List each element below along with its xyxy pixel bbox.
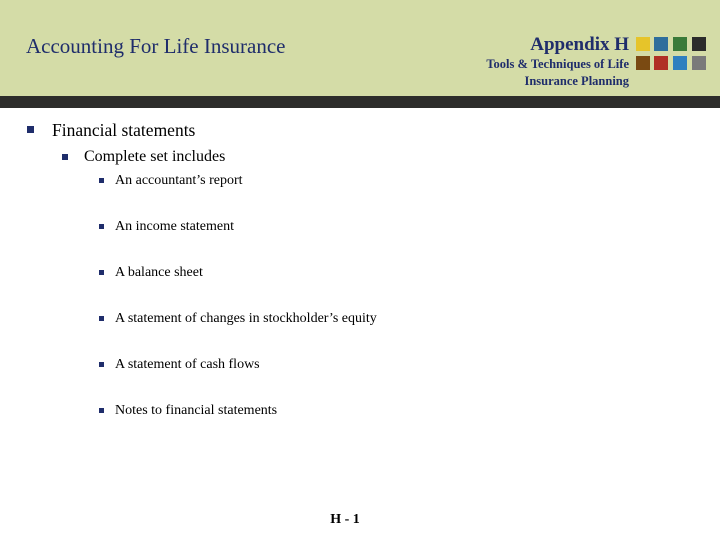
square-bullet-icon [99,408,104,413]
bullet-level3-item: A statement of changes in stockholder’s equity [115,311,377,326]
square-bullet-icon [27,126,34,133]
color-square [636,56,650,70]
bullet-level3-item: A statement of cash flows [115,357,260,372]
slide-content [0,108,720,508]
page-number: H - 1 [330,512,360,527]
square-bullet-icon [99,270,104,275]
bullet-level3-item: Notes to financial statements [115,403,278,418]
color-square [654,56,668,70]
color-square [692,56,706,70]
square-bullet-icon [99,362,104,367]
bullet-level3-item: An income statement [115,219,234,234]
square-bullet-icon [99,316,104,321]
appendix-subtitle-line2: Insurance Planning [524,74,629,88]
color-square [692,37,706,51]
color-square [654,37,668,51]
bullet-level1: Financial statements [52,120,196,140]
color-square [673,37,687,51]
decorative-color-squares [636,37,708,73]
bullet-level3-item: An accountant’s report [115,173,243,188]
slide-title: Accounting For Life Insurance [26,34,286,58]
slide-header [0,0,720,96]
header-divider-bar [0,96,720,108]
color-square [673,56,687,70]
color-square [636,37,650,51]
appendix-subtitle-line1: Tools & Techniques of Life [486,57,629,71]
bullet-level3-item: A balance sheet [115,265,203,280]
square-bullet-icon [99,224,104,229]
bullet-level2: Complete set includes [84,148,226,165]
square-bullet-icon [62,154,68,160]
appendix-label [486,34,629,90]
square-bullet-icon [99,178,104,183]
appendix-title: Appendix H [530,34,629,55]
